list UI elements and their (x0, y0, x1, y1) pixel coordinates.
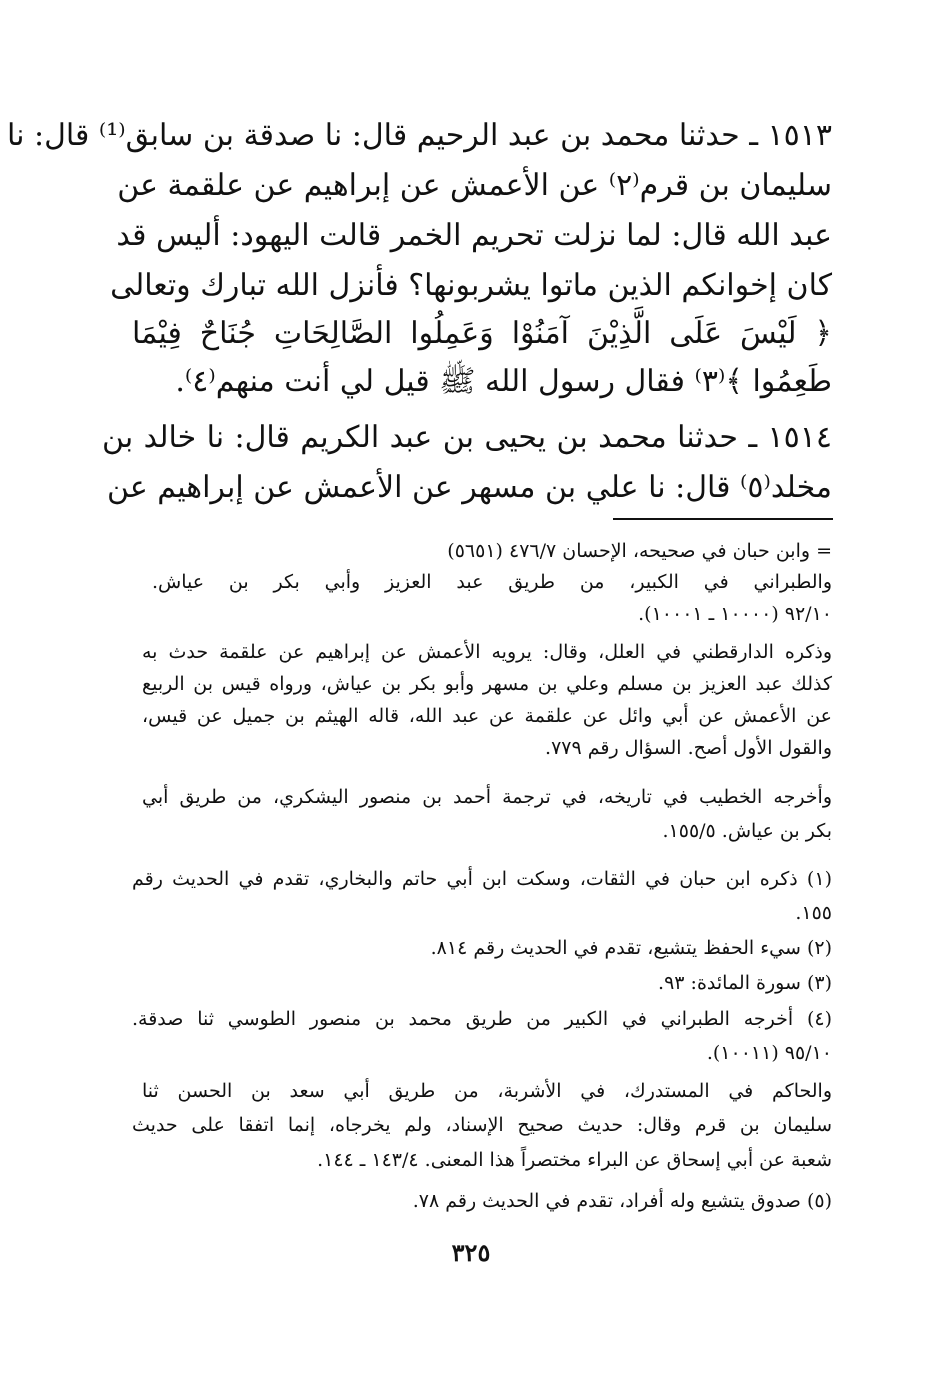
page-number: ٣٢٥ (451, 1238, 491, 1267)
footnote-4-line-4: سليمان بن قرم وقال: حديث صحيح الإسناد، ولم يخرجاه، إنما اتفقا على حديث (132, 1114, 832, 1136)
hadith-1513-line-4: كان إخوانكم الذين ماتوا يشربونها؟ فأنزل الله تبارك وتعالى (110, 268, 832, 303)
footnote-continued-line-8: وأخرجه الخطيب في تاريخه، في ترجمة أحمد بن منصور اليشكري، من طريق أبي (142, 786, 832, 808)
footnote-continued-line-6: عن الأعمش عن أبي وائل عن علقمة عن عبد الله، قاله الهيثم بن جميل عن قيس، (142, 705, 832, 727)
hadith-1513-line-6: طَعِمُوا ﴾⁽٣⁾ فقال رسول الله ﷺ قيل لي أنت منهم⁽٤⁾. (175, 364, 832, 399)
hadith-1514-line-2: مخلد⁽٥⁾ قال: نا علي بن مسهر عن الأعمش عن إبراهيم عن (106, 470, 832, 505)
footnote-2: (٢) سيء الحفظ يتشيع، تقدم في الحديث رقم ٨١٤. (430, 937, 832, 959)
footnote-separator (613, 518, 833, 520)
footnote-4-line-3: والحاكم في المستدرك، في الأشربة، من طريق أبي سعد بن الحسن ثنا (142, 1080, 832, 1102)
footnote-3: (٣) سورة المائدة: ٩٣. (658, 972, 832, 994)
footnote-continued-line-3: ٩٢/١٠ (١٠٠٠٠ ـ ١٠٠٠١). (638, 603, 832, 625)
footnote-4: (٤) أخرجه الطبراني في الكبير من طريق محمد بن منصور الطوسي ثنا صدقة. (132, 1008, 832, 1030)
hadith-1513-line-2: سليمان بن قرم⁽٢⁾ عن الأعمش عن إبراهيم عن علقمة عن (117, 168, 832, 203)
footnote-5: (٥) صدوق يتشيع وله أفراد، تقدم في الحديث رقم ٧٨. (412, 1190, 832, 1212)
footnote-4-line-5: شعبة عن أبي إسحاق عن البراء مختصراً هذا المعنى. ١٤٣/٤ ـ ١٤٤. (317, 1149, 832, 1171)
footnote-1: (١) ذكره ابن حبان في الثقات، وسكت ابن أبي حاتم والبخاري، تقدم في الحديث رقم (132, 868, 832, 890)
footnote-continued-line-7: والقول الأول أصح. السؤال رقم ٧٧٩. (545, 737, 832, 759)
footnote-continued-line-9: بكر بن عياش. ١٥٥/٥. (662, 820, 832, 842)
footnote-continued-line-5: كذلك عبد العزيز بن مسلم وعلي بن مسهر وأبو بكر بن عياش، ورواه قيس بن الربيع (142, 673, 832, 695)
hadith-1513-line-3: عبد الله قال: لما نزلت تحريم الخمر قالت اليهود: أليس قد (116, 218, 832, 253)
hadith-1513-quran-verse: ﴿ لَيْسَ عَلَى الَّذِيْنَ آمَنُوْا وَعَمِلُوا الصَّالِحَاتِ جُنَاحٌ فِيْمَا (132, 316, 832, 351)
footnote-continued-line-2: والطبراني في الكبير، من طريق عبد العزيز وأبي بكر بن عياش. (152, 571, 832, 593)
hadith-1513-line-1: ١٥١٣ ـ حدثنا محمد بن عبد الرحيم قال: نا صدقة بن سابق⁽¹⁾ قال: نا (6, 118, 832, 153)
footnote-4-line-2: ٩٥/١٠ (١٠٠١١). (706, 1042, 832, 1064)
footnote-continued-line-4: وذكره الدارقطني في العلل، وقال: يرويه الأعمش عن إبراهيم عن علقمة حدث به (142, 641, 832, 663)
footnote-1-continuation: ١٥٥. (795, 902, 832, 924)
footnote-continued-line-1: = وابن حبان في صحيحه، الإحسان ٤٧٦/٧ (٥٦٥١) (447, 540, 832, 562)
hadith-1514-line-1: ١٥١٤ ـ حدثنا محمد بن يحيى بن عبد الكريم قال: نا خالد بن (102, 420, 832, 455)
